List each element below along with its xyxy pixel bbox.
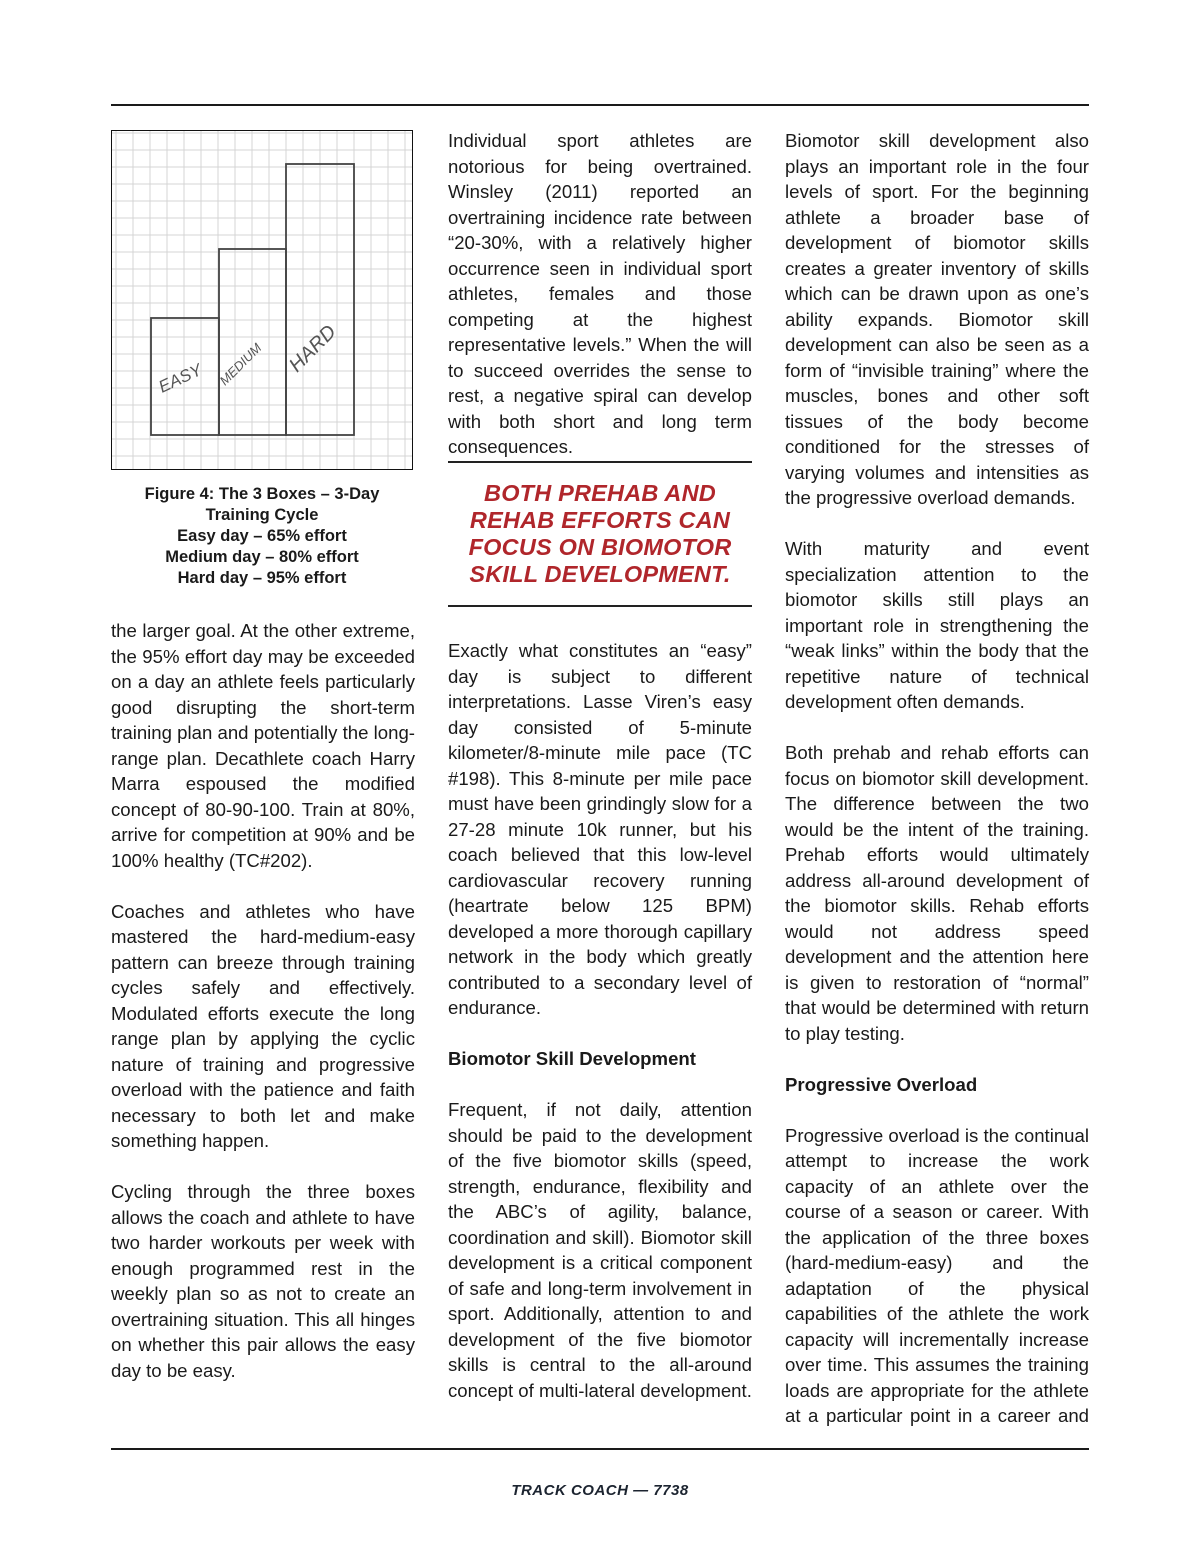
paragraph: Both prehab and rehab efforts can focus on biomotor skill development. The difference between the two would be the intent of the training. Prehab efforts would ultimately address all-around development of the biomotor skills. Rehab efforts would not address speed development and the attention here is given to restoration of “normal” that would be determined with return to play testing. [785, 742, 1089, 1044]
three-boxes-sketch [112, 131, 412, 469]
caption-line: Figure 4: The 3 Boxes – 3-Day [144, 485, 380, 503]
pull-quote-rule-top [448, 461, 752, 463]
column-1 [111, 618, 415, 1409]
paragraph: With maturity and event specialization attention to the biomotor skills still plays an important role in strengthening the “weak links” within the body that the repetitive nature of technical development often demands. [785, 538, 1089, 712]
section-heading-overload: Progressive Overload [785, 1073, 978, 1095]
figure-three-boxes [111, 130, 413, 470]
top-rule [111, 104, 1089, 106]
caption-line: Hard day – 95% effort [177, 569, 347, 587]
paragraph: the larger goal. At the other extreme, the 95% effort day may be exceeded on a day an athlete feels particularly good disrupting the short-term training plan and potentially the long-range plan. Decathlete coach Harry Marra espoused the modified concept of 80-90-100. Train at 80%, arrive for competition at 90% and be 100% healthy (TC#202). [111, 620, 415, 871]
paragraph: Cycling through the three boxes allows the coach and athlete to have two harder workouts per week with enough programmed rest in the weekly plan so as not to create an overtraining situation. This all hinges on whether this pair allows the easy day to be easy. [111, 1181, 415, 1381]
paragraph: Frequent, if not daily, attention should be paid to the development of the five biomotor skills (speed, strength, endurance, flexibility and the ABC’s of agility, balance, coordination and skill). Biomotor skill development is a critical component of safe and long-term involvement in sport. Additionally, attention to and development of the five biomotor skills is central to the all-around concept of multi-lateral development. [448, 1099, 752, 1401]
paragraph: Individual sport athletes are notorious for being overtrained. Winsley (2011) reported an overtraining incidence rate between “20-30%, with a relatively higher occurrence seen in individual sport athletes, females and those competing at the highest representative levels.” When the will to succeed overrides the sense to rest, a negative spiral can develop with both short and long term consequences. [448, 130, 752, 457]
caption-line: Easy day – 65% effort [177, 527, 347, 545]
column-3 [785, 128, 1089, 1454]
caption-line: Training Cycle [205, 506, 319, 524]
paragraph: Biomotor skill development also plays an important role in the four levels of sport. For the beginning athlete a broader base of development of biomotor skills creates a greater inventory of skills which can be drawn upon as one’s ability expands. Biomotor skill development can also be seen as a form of “invisible training” where the muscles, bones and other soft tissues of the body become conditioned for the stresses of varying volumes and intensities as the progressive overload demands. [785, 130, 1089, 508]
figure-caption [111, 484, 413, 589]
page-footer: TRACK COACH — 7738 [511, 1482, 689, 1499]
column-2-bottom [448, 638, 752, 1429]
caption-line: Medium day – 80% effort [165, 548, 359, 566]
paragraph: Coaches and athletes who have mastered the hard-medium-easy pattern can breeze through training cycles safely and effectively. Modulated efforts execute the long range plan by applying the cyclic nature of training and progressive overload with the patience and faith necessary to both let and make something happen. [111, 900, 415, 1151]
hard-label: HARD [284, 320, 341, 377]
column-2-top [448, 128, 752, 485]
paragraph: Exactly what constitutes an “easy” day is subject to different interpretations. Lasse Viren’s easy day consisted of 5-minute kilometer/8-minute mile pace (TC #198). This 8-minute per mile pace must have been grindingly slow for a 27-28 minute 10k runner, but his coach believed that this low-level cardiovascular recovery running (heartrate below 125 BPM) developed a more thorough capillary network in the body which greatly contributed to a secondary level of endurance. [448, 640, 752, 1018]
medium-label: MEDIUM [216, 340, 265, 389]
easy-label: EASY [155, 360, 205, 397]
paragraph: Progressive overload is the continual attempt to increase the work capacity of an athlete over the course of a season or career. With the application of the three boxes (hard-medium-easy) and the adaptation of the physical capabilities of the athlete the work capacity will incrementally increase over time. This assumes the training loads are appropriate for the athlete at a particular point in a career and [785, 1124, 1089, 1426]
pull-quote-rule-bottom [448, 605, 752, 607]
pull-quote: BOTH PREHAB AND REHAB EFFORTS CAN FOCUS ON BIOMOTOR SKILL DEVELOPMENT. [468, 480, 732, 587]
bottom-rule [111, 1448, 1089, 1450]
section-heading-biomotor: Biomotor Skill Development [448, 1048, 696, 1069]
